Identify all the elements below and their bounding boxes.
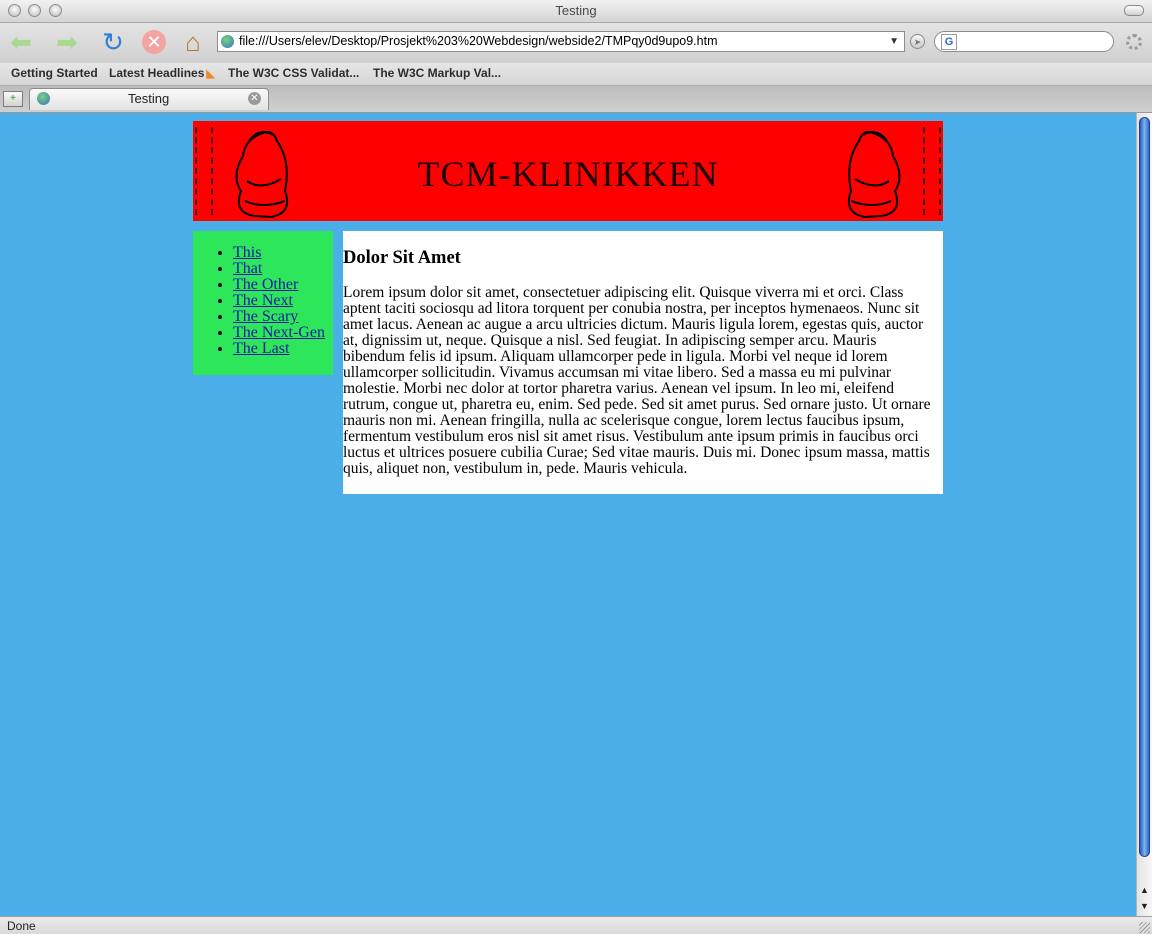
forward-arrow-icon: ➡ [56,26,78,57]
new-tab-button[interactable]: + [3,91,23,107]
nav-item [233,261,333,277]
rss-feed-icon: ◣ [206,68,215,80]
nav-link-the-other[interactable]: The Other [233,276,299,293]
tab-label: Testing [128,91,170,106]
main-content [343,231,943,494]
banner-title: TCM-KLINIKKEN [417,154,719,194]
forward-button[interactable] [52,27,82,57]
tab-globe-icon [37,92,50,105]
status-bar [0,916,1152,934]
site-globe-icon [221,35,234,48]
page-viewport [0,113,1136,916]
sidebar-nav [193,231,333,375]
navigation-toolbar [0,23,1152,63]
nav-item [233,245,333,261]
window-titlebar [0,0,1152,23]
site-banner [193,121,943,221]
nav-list [193,231,333,357]
url-bar[interactable] [217,31,905,52]
tab-close-icon[interactable]: ✕ [248,92,261,105]
scroll-up-arrow-icon[interactable]: ▲ [1140,885,1149,895]
vertical-scrollbar[interactable] [1136,113,1152,916]
resize-grip-icon[interactable] [1139,922,1150,933]
nav-item [233,293,333,309]
nav-link-the-next[interactable]: The Next [233,292,293,309]
nav-link-the-next-gen[interactable]: The Next-Gen [233,324,325,341]
bookmark-w3c-markup-validator[interactable]: The W3C Markup Val... [373,66,502,80]
home-button[interactable] [178,27,208,57]
go-arrow-icon: ➤ [913,37,922,47]
search-input[interactable] [934,31,1114,52]
scrollbar-thumb[interactable] [1139,117,1150,857]
nav-link-the-last[interactable]: The Last [233,340,290,357]
url-history-dropdown-icon[interactable]: ▼ [889,36,899,47]
go-button[interactable] [910,34,925,49]
back-button[interactable] [6,27,36,57]
loading-throbber-icon [1126,34,1142,50]
tab-strip [0,86,1152,113]
bookmark-w3c-css-validator[interactable]: The W3C CSS Validat... [228,66,360,80]
bookmark-latest-headlines[interactable] [109,66,215,80]
nav-item [233,309,333,325]
stop-icon: ✕ [142,30,166,54]
toolbar-toggle-button[interactable] [1124,5,1144,16]
search-engine-icon[interactable]: G [941,34,957,50]
bookmarks-toolbar [0,63,1152,86]
url-text: file:///Users/elev/Desktop/Prosjekt%203%20Webdesign/webside2/TMPqy0d9upo9.htm [239,34,718,48]
nav-link-the-scary[interactable]: The Scary [233,308,299,325]
home-icon: ⌂ [185,26,201,57]
window-title: Testing [555,3,597,18]
stop-button[interactable] [139,27,169,57]
back-arrow-icon: ⬅ [10,26,32,57]
bookmark-getting-started[interactable]: Getting Started [11,66,98,80]
status-text: Done [7,919,36,933]
reload-icon: ↻ [102,26,124,57]
scroll-down-arrow-icon[interactable]: ▼ [1140,901,1149,911]
bookmark-label: Latest Headlines [109,66,205,80]
nav-item [233,325,333,341]
nav-link-that[interactable]: That [233,260,263,277]
nav-item [233,277,333,293]
nav-link-this[interactable]: This [233,244,262,261]
content-heading: Dolor Sit Amet [343,248,461,268]
content-paragraph: Lorem ipsum dolor sit amet, consectetuer adipiscing elit. Quisque viverra mi et orci. Class aptent taciti sociosqu ad litora torquent per conubia nostra, per inceptos hymenaeos. Nunc sit amet lacus. Aenean ac augue a arcu ultricies dictum. Mauris ligula lorem, egestas quis, auctor at, dignissim ut, neque. Quisque a nisl. Sed feugiat. In adipiscing semper arcu. Mauris bibendum felis id ipsum. Aliquam ullamcorper pede in ligula. Morbi vel neque id lorem ullamcorper sollicitudin. Vivamus accumsan mi vitae libero. Sed a massa eu mi pulvinar molestie. Morbi nec dolor at tortor pharetra varius. Aenean vel ipsum. In leo mi, eleifend rutrum, congue ut, pharetra eu, enim. Sed pede. Sed sit amet purus. Sed ornare justo. Ut ornare mauris non mi. Aenean fringilla, nulla ac scelerisque congue, lorem lectus faucibus ipsum, fermentum vestibulum eros nisl sit amet risus. Vestibulum ante ipsum primis in faucibus orci luctus et ultrices posuere cubilia Curae; Sed vitae mauris. Duis mi. Donec ipsum massa, mattis quis, aliquet non, vestibulum in, pede. Mauris vehicula. [343,284,931,477]
reload-button[interactable] [98,27,128,57]
nav-item [233,341,333,357]
tab-testing[interactable] [29,88,269,110]
